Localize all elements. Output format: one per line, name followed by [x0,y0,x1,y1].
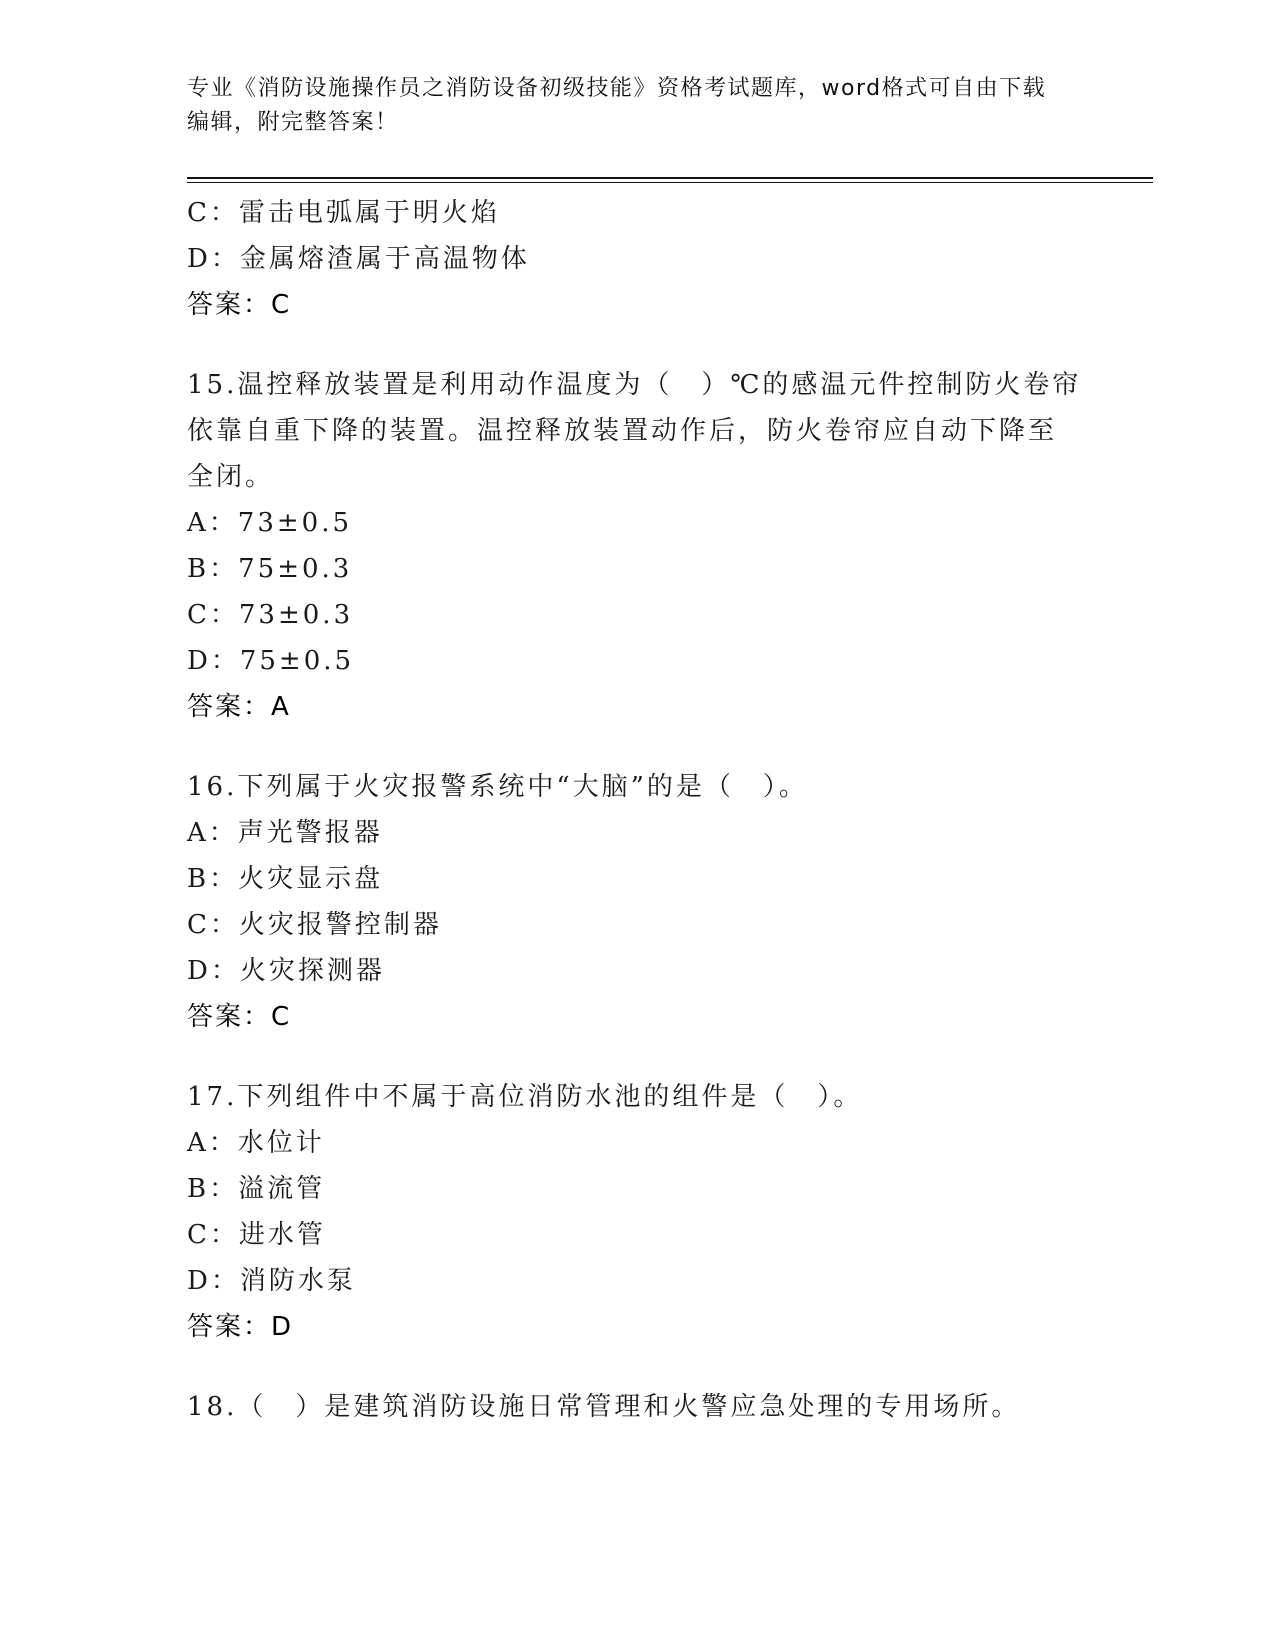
answer-line: 答案：D [187,1312,294,1342]
option-b: B：75±0.3 [187,554,353,584]
option-b: B：火灾显示盘 [187,864,384,894]
answer-line: 答案：C [187,1002,292,1032]
question-body [187,190,1082,1430]
option-c: C：火灾报警控制器 [187,910,442,940]
option-d: D：75±0.5 [187,646,355,676]
question-18 [187,1384,1077,1430]
document-header: 专业《消防设施操作员之消防设备初级技能》资格考试题库，word格式可自由下载编辑，附完整答案！ [187,76,1047,135]
option-a: A：73±0.5 [187,508,352,538]
question-stem-line: 16.下列属于火灾报警系统中“大脑”的是（ ）。 [187,772,808,802]
option-d: D：金属熔渣属于高温物体 [187,244,530,274]
question-stem-line: 18.（ ）是建筑消防设施日常管理和火警应急处理的专用场所。 [187,1392,1021,1422]
header-divider [187,177,1153,179]
option-a: A：声光警报器 [187,818,383,848]
question-16 [187,764,1077,1040]
header-divider-thin [187,182,1153,183]
option-d: D：火灾探测器 [187,956,385,986]
question-17 [187,1074,1077,1350]
question-stem-line: 依靠自重下降的装置。温控释放装置动作后，防火卷帘应自动下降至 [187,416,1058,446]
option-d: D：消防水泵 [187,1266,356,1296]
option-b: B：溢流管 [187,1174,326,1204]
option-a: A：水位计 [187,1128,325,1158]
question-15 [187,362,1082,730]
option-c: C：雷击电弧属于明火焰 [187,198,500,228]
option-c: C：73±0.3 [187,600,354,630]
answer-line: 答案：A [187,692,291,722]
question-stem-line: 17.下列组件中不属于高位消防水池的组件是（ ）。 [187,1082,863,1112]
question-stem-line: 全闭。 [187,462,275,492]
question-stem-line: 15.温控释放装置是利用动作温度为（ ）℃的感温元件控制防火卷帘 [187,370,1082,400]
option-c: C：进水管 [187,1220,326,1250]
answer-line: 答案：C [187,290,292,320]
